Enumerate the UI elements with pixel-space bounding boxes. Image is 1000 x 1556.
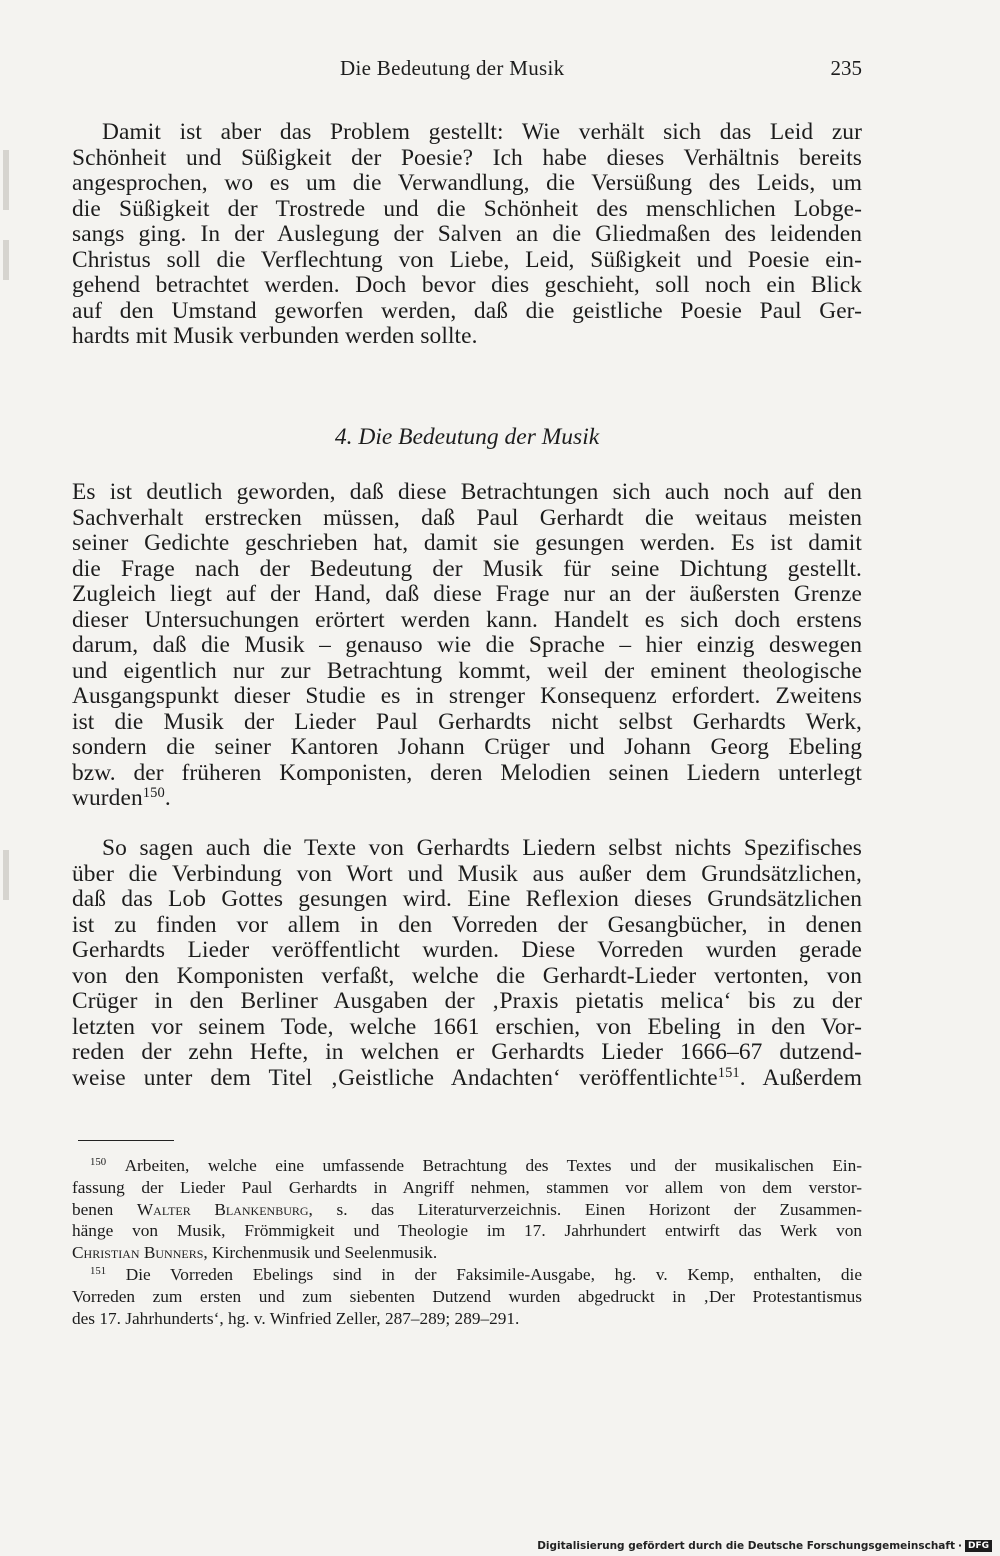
- text-line: hardts mit Musik verbunden werden sollte.: [72, 323, 478, 349]
- text-fragment: .: [164, 785, 171, 811]
- text-line: Schönheit und Süßigkeit der Poesie? Ich habe dieses Verhältnis bereits: [72, 144, 862, 171]
- scan-mark: [3, 240, 9, 280]
- text-line: gehend betrachtet werden. Doch bevor dies geschieht, soll noch ein Blick: [72, 272, 862, 298]
- text-line: sangs ging. In der Auslegung der Salven an die Gliedmaßen des leidenden: [72, 221, 862, 247]
- text-line: Gerhardts Lieder veröffentlicht wurden. Diese Vorreden wurden gerade: [72, 937, 862, 963]
- scan-mark: [3, 150, 9, 210]
- credit-separator: ·: [957, 1540, 962, 1552]
- text-line: Crüger in den Berliner Ausgaben der ‚Praxis pietatis melica‘ bis zu der: [72, 988, 862, 1014]
- text-line: dieser Untersuchungen erörtert werden kann. Handelt es sich doch erstens: [72, 606, 862, 633]
- footnote-ref-151[interactable]: 151: [717, 1064, 740, 1081]
- paragraph-2: [72, 480, 862, 812]
- text-line: die Frage nach der Bedeutung der Musik für seine Dichtung gestellt.: [72, 555, 862, 582]
- running-head: Die Bedeutung der Musik: [340, 56, 565, 80]
- footnote-line: fassung der Lieder Paul Gerhardts in Angriff nehmen, stammen vor allem von dem verstor-: [72, 1177, 862, 1197]
- scan-mark: [3, 850, 9, 900]
- footnote-line: des 17. Jahrhunderts‘, hg. v. Winfried Zeller, 287–289; 289–291.: [72, 1308, 520, 1328]
- text-line: sondern die seiner Kantoren Johann Crüger und Johann Georg Ebeling: [72, 734, 862, 760]
- text-line: reden der zehn Hefte, in welchen er Gerhardts Lieder 1666–67 dutzend-: [72, 1039, 862, 1065]
- text-fragment: , Kirchenmusik und Seelenmusik.: [203, 1243, 438, 1263]
- page-header: [72, 56, 862, 86]
- text-line: Sachverhalt erstrecken müssen, daß Paul Gerhardt die weitaus meisten: [72, 504, 862, 531]
- text-line: letzten vor seinem Tode, welche 1661 erschien, von Ebeling in den Vor-: [72, 1013, 862, 1040]
- footnote-line: hänge von Musik, Frömmigkeit und Theologie im 17. Jahrhundert entwirft das Werk von: [72, 1221, 862, 1241]
- text-fragment: , s. das Literaturverzeichnis. Einen Horizont der Zusammen-: [308, 1199, 862, 1219]
- text-line: von den Komponisten verfaßt, welche die Gerhardt-Lieder vertonten, von: [72, 962, 862, 989]
- text-fragment: benen: [72, 1199, 114, 1219]
- text-line: [72, 1066, 862, 1092]
- text-line: über die Verbindung von Wort und Musik aus außer dem Grundsätzlichen,: [72, 860, 862, 887]
- text-fragment: . Außerdem: [739, 1064, 862, 1091]
- digitization-credit: [537, 1540, 992, 1552]
- scan-edge: [0, 0, 16, 1556]
- footnote-marker-150: 150: [90, 1156, 107, 1169]
- paragraph-1: [72, 120, 862, 350]
- footnote-line: [72, 1264, 862, 1286]
- author-name: Walter Blankenburg: [136, 1199, 309, 1219]
- dfg-logo: DFG: [965, 1540, 992, 1552]
- footnote-line: [72, 1242, 862, 1264]
- text-line: auf den Umstand geworfen werden, daß die geistliche Poesie Paul Ger-: [72, 297, 862, 324]
- footnote-marker-151: 151: [90, 1265, 107, 1278]
- footnote-ref-150[interactable]: 150: [142, 785, 165, 802]
- text-fragment: weise unter dem Titel ‚Geistliche Andachten‘ veröffentlichte: [72, 1064, 718, 1091]
- credit-text: Digitalisierung gefördert durch die Deutsche Forschungsgemeinschaft: [537, 1540, 955, 1552]
- footnotes: [72, 1155, 862, 1329]
- text-fragment: Die Vorreden Ebelings sind in der Faksimile-Ausgabe, hg. v. Kemp, enthalten, die: [125, 1264, 862, 1284]
- text-line: die Süßigkeit der Trostrede und die Schönheit des menschlichen Lobge-: [72, 195, 862, 222]
- author-name: Christian Bunners: [72, 1243, 204, 1263]
- text-line: Ausgangspunkt dieser Studie es in strenger Konsequenz erfordert. Zweitens: [72, 683, 862, 709]
- text-line: Es ist deutlich geworden, daß diese Betrachtungen sich auch noch auf den: [72, 479, 862, 505]
- text-line: Damit ist aber das Problem gestellt: Wie verhält sich das Leid zur: [102, 119, 862, 145]
- text-line: ist zu finden vor allem in den Vorreden der Gesangbücher, in denen: [72, 911, 862, 938]
- paragraph-3: [72, 836, 862, 1091]
- text-line: darum, daß die Musik – genauso wie die Sprache – hier einzig deswegen: [72, 632, 862, 658]
- text-line: seiner Gedichte geschrieben hat, damit sie gesungen werden. Es ist damit: [72, 530, 862, 556]
- footnote-line: Vorreden zum ersten und zum siebenten Dutzend wurden abgedruckt in ‚Der Protestantismus: [72, 1286, 862, 1306]
- text-line: und eigentlich nur zur Betrachtung kommt, weil der eminent theologische: [72, 657, 862, 684]
- text-line: [72, 786, 862, 812]
- footnote-line: [72, 1155, 862, 1177]
- footnote-divider: [78, 1140, 174, 1141]
- page-number: 235: [830, 56, 862, 80]
- section-heading: 4. Die Bedeutung der Musik: [334, 424, 600, 450]
- text-line: angesprochen, wo es um die Verwandlung, die Versüßung des Leids, um: [72, 170, 862, 196]
- text-line: daß das Lob Gottes gesungen wird. Eine Reflexion dieses Grundsätzlichen: [72, 886, 862, 912]
- text-line: So sagen auch die Texte von Gerhardts Liedern selbst nichts Spezifisches: [102, 835, 862, 861]
- text-line: Christus soll die Verflechtung von Liebe, Leid, Süßigkeit und Poesie ein-: [72, 246, 862, 273]
- text-fragment: wurden: [72, 785, 143, 811]
- text-line: ist die Musik der Lieder Paul Gerhardts nicht selbst Gerhardts Werk,: [72, 708, 862, 735]
- text-line: bzw. der früheren Komponisten, deren Melodien seinen Liedern unterlegt: [72, 759, 862, 786]
- footnote-line: [72, 1199, 862, 1221]
- text-fragment: Arbeiten, welche eine umfassende Betrachtung des Textes und der musikalischen Ein-: [124, 1156, 862, 1175]
- text-line: Zugleich liegt auf der Hand, daß diese Frage nur an der äußersten Grenze: [72, 581, 862, 607]
